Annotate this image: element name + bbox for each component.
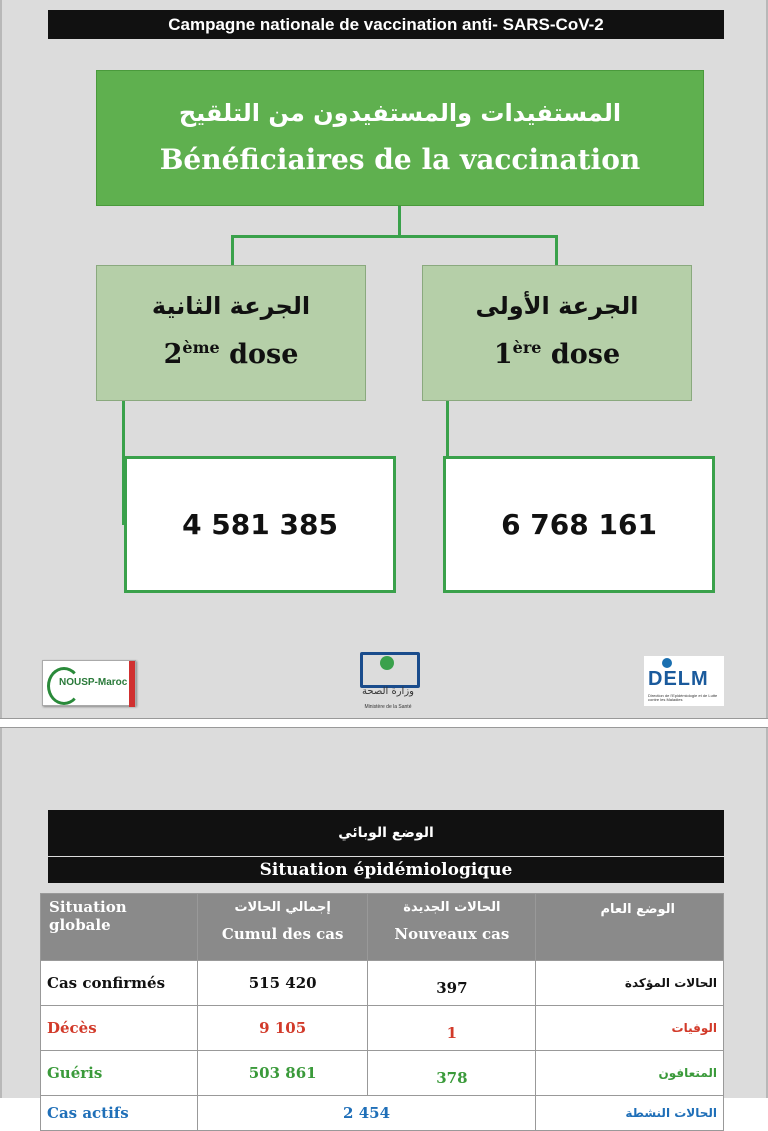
- dose1-label-fr: 1ère dose: [493, 338, 621, 370]
- table-row: Cas confirmés 515 420 397 الحالات المؤكدة: [41, 961, 724, 1006]
- beneficiaries-box: [96, 70, 704, 206]
- table-header-row: [41, 894, 724, 961]
- beneficiaries-title-ar: المستفيدات والمستفيدون من التلقيح: [178, 99, 622, 127]
- header-general-ar: الوضع العام: [536, 894, 724, 961]
- dose1-box: [422, 265, 692, 401]
- dose2-label-ar: الجرعة الثانية: [151, 292, 311, 320]
- connector-line: [555, 235, 558, 266]
- dose1-count: 6 768 161: [443, 456, 715, 593]
- header-new: الحالات الجديدة Nouveaux cas: [368, 894, 536, 961]
- connector-line: [231, 235, 234, 266]
- nousp-logo: NOUSP-Maroc: [42, 660, 136, 706]
- table-row: Guéris 503 861 378 المتعافون: [41, 1051, 724, 1096]
- situation-title-fr: Situation épidémiologique: [48, 857, 724, 883]
- page-separator: [0, 718, 768, 728]
- connector-line: [231, 235, 558, 238]
- dose2-count: 4 581 385: [124, 456, 396, 593]
- campaign-banner: [48, 10, 724, 39]
- dose1-label-ar: الجرعة الأولى: [475, 292, 639, 320]
- dose2-label-fr: 2ème dose: [163, 338, 299, 370]
- ministry-logo: وزارة الصحة Ministère de la Santé: [358, 650, 418, 714]
- situation-title-ar: الوضع الوبائي: [48, 810, 724, 856]
- table-row: Décès 9 105 1 الوفيات: [41, 1006, 724, 1051]
- delm-logo: DELM Direction de l'Epidémiologie et de Lutte contre les Maladies: [644, 656, 724, 706]
- header-cumul: إجمالي الحالات Cumul des cas: [197, 894, 368, 961]
- connector-line: [398, 206, 401, 236]
- connector-line: [446, 401, 449, 457]
- campaign-title: Campagne nationale de vaccination anti- SARS-CoV-2: [168, 14, 604, 34]
- dose2-box: [96, 265, 366, 401]
- beneficiaries-title-fr: Bénéficiaires de la vaccination: [159, 143, 641, 176]
- header-global: Situation globale: [41, 894, 198, 961]
- table-row: Cas actifs 2 454 الحالات النشطة: [41, 1096, 724, 1131]
- epidemiology-table: [40, 893, 724, 1131]
